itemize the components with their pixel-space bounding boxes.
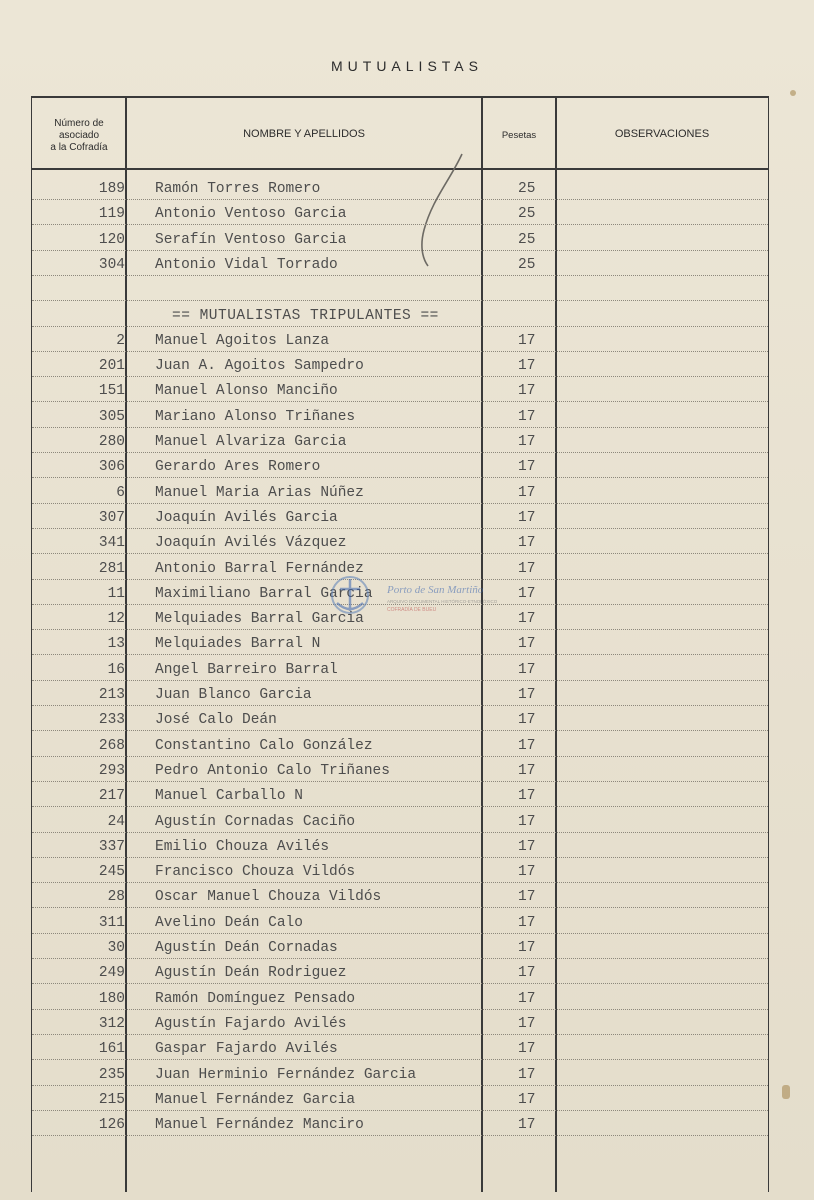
table-row	[32, 731, 768, 757]
cell-numero: 28	[107, 889, 125, 906]
cell-numero: 2	[116, 332, 125, 349]
cell-nombre: Angel Barreiro Barral	[155, 661, 338, 678]
table-row	[32, 1009, 768, 1035]
table-row	[32, 326, 768, 352]
cell-numero: 312	[98, 1015, 125, 1032]
cell-pesetas: 17	[518, 459, 536, 476]
header-numero-line: Número de	[54, 118, 104, 129]
header-numero-line: asociado	[58, 130, 100, 141]
cell-pesetas: 17	[518, 1041, 536, 1058]
header-numero-asociado	[33, 118, 125, 154]
table-row	[32, 376, 768, 402]
cell-nombre: Pedro Antonio Calo Triñanes	[155, 762, 390, 779]
table-row	[32, 351, 768, 377]
cell-nombre: Oscar Manuel Chouza Vildós	[155, 889, 382, 906]
cell-numero: 268	[98, 737, 125, 754]
cell-nombre: Maximiliano Barral Garcia	[155, 585, 373, 602]
table-row	[32, 402, 768, 428]
table-row	[32, 705, 768, 731]
cell-numero: 281	[98, 560, 125, 577]
table-row	[32, 908, 768, 934]
cell-nombre: Manuel Carballo N	[155, 788, 303, 805]
table-row	[32, 1110, 768, 1136]
cell-nombre: Gaspar Fajardo Avilés	[155, 1041, 338, 1058]
header-nombre: NOMBRE Y APELLIDOS	[243, 128, 365, 140]
cell-numero: 311	[98, 914, 125, 931]
header-rule	[31, 168, 769, 170]
cell-pesetas: 17	[518, 864, 536, 881]
dotted-rule	[32, 1135, 768, 1136]
cell-pesetas: 17	[518, 762, 536, 779]
cell-nombre: Juan Herminio Fernández Garcia	[155, 1066, 417, 1083]
cell-nombre: Joaquín Avilés Vázquez	[155, 535, 347, 552]
cell-pesetas: 17	[518, 611, 536, 628]
cell-numero: 337	[98, 838, 125, 855]
cell-numero: 13	[107, 636, 125, 653]
table-row	[32, 857, 768, 883]
cell-nombre: Constantino Calo González	[155, 737, 373, 754]
cell-nombre: Manuel Agoitos Lanza	[155, 332, 330, 349]
archive-stamp	[315, 565, 515, 625]
cell-numero: 217	[98, 788, 125, 805]
cell-pesetas: 17	[518, 636, 536, 653]
table-row	[32, 933, 768, 959]
table-row	[32, 199, 768, 225]
table-row	[32, 756, 768, 782]
cell-nombre: Francisco Chouza Vildós	[155, 864, 356, 881]
cell-pesetas: 17	[518, 332, 536, 349]
table-row	[32, 275, 768, 301]
table-row	[32, 1034, 768, 1060]
table-row	[32, 427, 768, 453]
header-pesetas: Pesetas	[501, 130, 537, 141]
cell-numero: 180	[98, 990, 125, 1007]
cell-pesetas: 17	[518, 914, 536, 931]
cell-pesetas: 17	[518, 1091, 536, 1108]
cell-numero: 304	[98, 256, 125, 273]
paper-stain	[790, 90, 796, 96]
table-row	[32, 807, 768, 833]
cell-pesetas: 17	[518, 737, 536, 754]
cell-pesetas: 17	[518, 788, 536, 805]
cell-numero: 120	[98, 231, 125, 248]
cell-nombre: Melquiades Barral N	[155, 636, 321, 653]
cell-pesetas: 25	[518, 256, 536, 273]
cell-numero: 201	[98, 358, 125, 375]
cell-numero: 249	[98, 965, 125, 982]
cell-numero: 151	[98, 383, 125, 400]
cell-nombre: Ramón Torres Romero	[155, 181, 321, 197]
table-row	[32, 984, 768, 1010]
stamp-line: Porto de San Martiño	[387, 584, 484, 596]
cell-pesetas: 25	[518, 181, 536, 197]
table-row	[32, 503, 768, 529]
cell-nombre: José Calo Deán	[155, 712, 277, 729]
table-row	[32, 174, 768, 200]
cell-pesetas: 17	[518, 712, 536, 729]
cell-nombre: Serafín Ventoso Garcia	[155, 231, 347, 248]
cell-nombre: == MUTUALISTAS TRIPULANTES ==	[172, 307, 439, 324]
table-row	[32, 882, 768, 908]
anchor-icon	[332, 577, 368, 613]
cell-numero: 161	[98, 1041, 125, 1058]
cell-nombre: Agustín Deán Rodriguez	[155, 965, 347, 982]
stamp-line: ARQUIVO DOCUMENTAL HISTÓRICO-ETNOLÓXICO	[387, 599, 498, 604]
cell-pesetas: 17	[518, 484, 536, 501]
stamp-line: COFRADÍA DE BUEU	[387, 607, 437, 613]
cell-numero: 213	[98, 687, 125, 703]
table-row	[32, 832, 768, 858]
cell-pesetas: 17	[518, 940, 536, 956]
cell-pesetas: 17	[518, 560, 536, 577]
cell-pesetas: 17	[518, 1117, 536, 1134]
cell-numero: 306	[98, 459, 125, 476]
cell-numero: 30	[107, 940, 125, 956]
cell-numero: 307	[98, 509, 125, 526]
cell-pesetas: 17	[518, 965, 536, 982]
table-row	[32, 225, 768, 251]
cell-nombre: Joaquín Avilés Garcia	[155, 509, 338, 526]
cell-nombre: Juan A. Agoitos Sampedro	[155, 358, 364, 375]
header-numero-line: a la Cofradía	[50, 142, 108, 153]
table-row	[32, 528, 768, 554]
cell-numero: 235	[98, 1066, 125, 1083]
cell-pesetas: 17	[518, 661, 536, 678]
cell-numero: 119	[98, 206, 125, 223]
table-row	[32, 478, 768, 504]
table-row	[32, 958, 768, 984]
cell-numero: 11	[107, 585, 125, 602]
cell-pesetas: 17	[518, 509, 536, 526]
table-row	[32, 781, 768, 807]
page-title: MUTUALISTAS	[331, 58, 483, 74]
table-row	[32, 680, 768, 706]
cell-numero: 305	[98, 408, 125, 425]
cell-nombre: Gerardo Ares Romero	[155, 459, 321, 476]
table-row	[32, 1085, 768, 1111]
table-row	[32, 250, 768, 276]
cell-numero: 189	[98, 181, 125, 197]
cell-pesetas: 17	[518, 813, 536, 830]
table-row	[32, 1060, 768, 1086]
cell-nombre: Manuel Fernández Manciro	[155, 1117, 364, 1134]
table-row	[32, 301, 768, 327]
cell-numero: 6	[116, 484, 125, 501]
table-row	[32, 655, 768, 681]
cell-pesetas: 17	[518, 889, 536, 906]
cell-nombre: Agustín Cornadas Caciño	[155, 813, 356, 830]
cell-nombre: Juan Blanco Garcia	[155, 687, 312, 703]
cell-pesetas: 17	[518, 383, 536, 400]
table-row	[32, 629, 768, 655]
cell-pesetas: 17	[518, 408, 536, 425]
cell-nombre: Antonio Barral Fernández	[155, 560, 364, 577]
cell-pesetas: 25	[518, 231, 536, 248]
cell-pesetas: 17	[518, 990, 536, 1007]
cell-numero: 293	[98, 762, 125, 779]
cell-pesetas: 17	[518, 1066, 536, 1083]
cell-pesetas: 17	[518, 434, 536, 450]
cell-numero: 233	[98, 712, 125, 729]
cell-numero: 245	[98, 864, 125, 881]
table-row	[32, 452, 768, 478]
paper-stain	[782, 1085, 790, 1099]
cell-numero: 280	[98, 434, 125, 450]
cell-nombre: Antonio Ventoso Garcia	[155, 206, 347, 223]
header-observaciones: OBSERVACIONES	[614, 128, 710, 140]
cell-numero: 215	[98, 1091, 125, 1108]
cell-pesetas: 25	[518, 206, 536, 223]
cell-nombre: Manuel Fernández Garcia	[155, 1091, 356, 1108]
cell-numero: 16	[107, 661, 125, 678]
cell-numero: 126	[98, 1117, 125, 1134]
cell-pesetas: 17	[518, 687, 536, 703]
cell-nombre: Agustín Deán Cornadas	[155, 940, 338, 956]
cell-numero: 24	[107, 813, 125, 830]
cell-nombre: Manuel Alvariza Garcia	[155, 434, 347, 450]
cell-nombre: Ramón Domínguez Pensado	[155, 990, 356, 1007]
cell-nombre: Manuel Maria Arias Núñez	[155, 484, 364, 501]
cell-numero: 12	[107, 611, 125, 628]
cell-nombre: Emilio Chouza Avilés	[155, 838, 330, 855]
cell-pesetas: 17	[518, 585, 536, 602]
cell-nombre: Antonio Vidal Torrado	[155, 256, 338, 273]
cell-nombre: Melquiades Barral Garcia	[155, 611, 364, 628]
cell-nombre: Avelino Deán Calo	[155, 914, 303, 931]
cell-nombre: Manuel Alonso Manciño	[155, 383, 338, 400]
cell-numero: 341	[98, 535, 125, 552]
cell-pesetas: 17	[518, 1015, 536, 1032]
cell-nombre: Mariano Alonso Triñanes	[155, 408, 356, 425]
cell-pesetas: 17	[518, 838, 536, 855]
cell-nombre: Agustín Fajardo Avilés	[155, 1015, 347, 1032]
cell-pesetas: 17	[518, 358, 536, 375]
cell-pesetas: 17	[518, 535, 536, 552]
